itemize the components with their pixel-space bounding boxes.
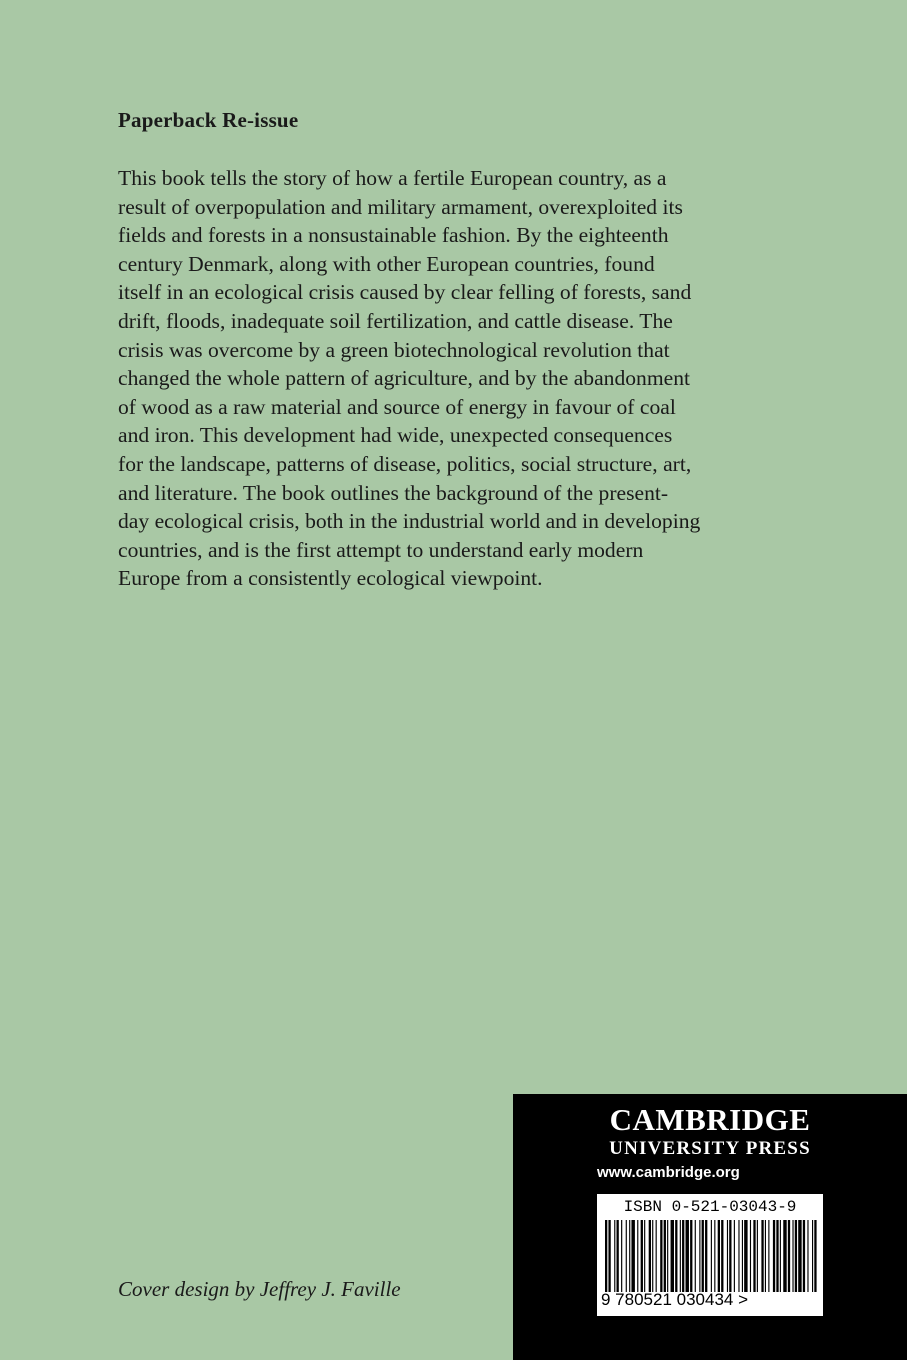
cover-credit: Cover design by Jeffrey J. Faville — [118, 1277, 401, 1301]
blurb-line: century Denmark, along with other European countries, found — [118, 251, 655, 276]
isbn-box — [597, 1194, 823, 1316]
publisher-url: www.cambridge.org — [597, 1164, 740, 1181]
publisher-panel — [513, 1094, 907, 1360]
barcode-icon — [603, 1220, 817, 1292]
heading: Paperback Re-issue — [118, 108, 299, 132]
publisher-subname: UNIVERSITY PRESS — [609, 1138, 811, 1159]
blurb-line: Europe from a consistently ecological viewpoint. — [118, 566, 543, 591]
blurb-line: day ecological crisis, both in the industrial world and in developing — [118, 509, 701, 534]
blurb-line: fields and forests in a nonsustainable fashion. By the eighteenth — [118, 223, 669, 248]
blurb-line: crisis was overcome by a green biotechnological revolution that — [118, 337, 670, 362]
blurb-line: countries, and is the first attempt to understand early modern — [118, 537, 644, 562]
blurb-line: for the landscape, patterns of disease, politics, social structure, art, — [118, 451, 692, 476]
blurb-line: drift, floods, inadequate soil fertilization, and cattle disease. The — [118, 308, 673, 333]
blurb-line: result of overpopulation and military armament, overexploited its — [118, 194, 683, 219]
blurb-line: and literature. The book outlines the background of the present- — [118, 480, 669, 505]
blurb-line: This book tells the story of how a fertile European country, as a — [118, 166, 667, 190]
blurb-line: and iron. This development had wide, unexpected consequences — [118, 423, 673, 448]
isbn-label: ISBN 0-521-03043-9 — [623, 1198, 797, 1216]
blurb-line: changed the whole pattern of agriculture, and by the abandonment — [118, 366, 691, 391]
blurb-line: itself in an ecological crisis caused by clear felling of forests, sand — [118, 280, 692, 305]
barcode-digits: 9 780521 030434 > — [601, 1290, 749, 1309]
blurb-line: of wood as a raw material and source of energy in favour of coal — [118, 394, 676, 419]
publisher-name: CAMBRIDGE — [609, 1102, 811, 1137]
blurb — [118, 164, 798, 593]
